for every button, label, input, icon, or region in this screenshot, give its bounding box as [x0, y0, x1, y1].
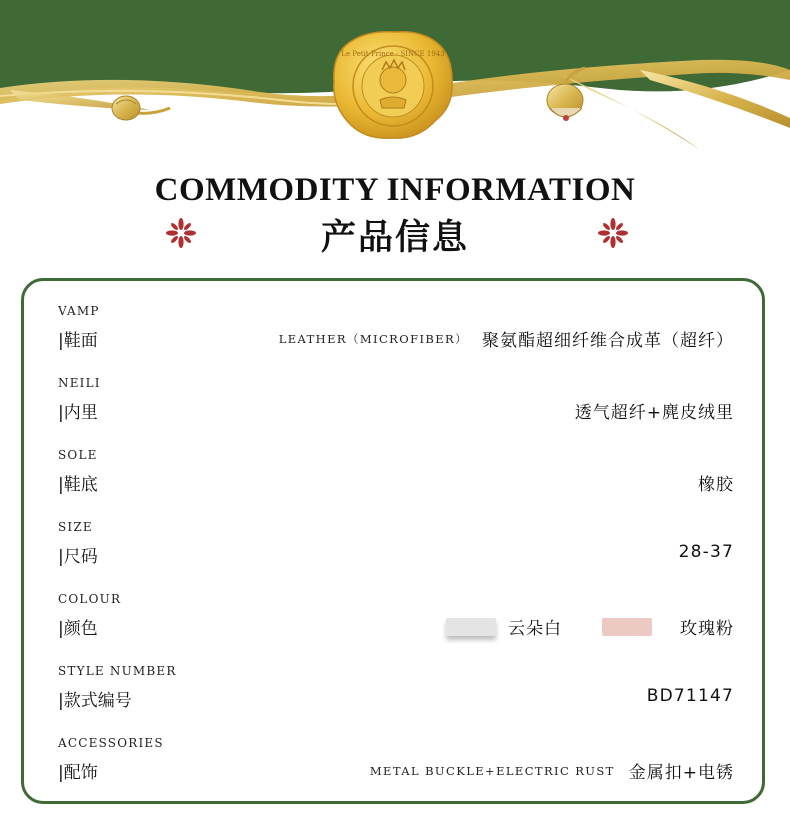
spec-value — [647, 686, 734, 706]
wax-seal-logo — [334, 32, 452, 138]
spec-value-cn: 金属扣+电锈 — [628, 763, 734, 783]
spec-row-size — [58, 520, 734, 580]
spec-value — [679, 542, 734, 562]
spec-value — [575, 398, 734, 423]
spec-label-cn: |鞋底 — [58, 475, 98, 495]
spec-label-cn: |鞋面 — [58, 331, 98, 351]
spec-row-colour — [58, 592, 734, 652]
spec-row-style-number — [58, 664, 734, 724]
spec-label-cn: |尺码 — [58, 547, 98, 567]
spec-value — [446, 614, 734, 639]
title-chinese: 产品信息 — [320, 217, 469, 258]
spec-label-en: NEILI — [58, 376, 101, 390]
spec-row-accessories — [58, 736, 734, 796]
spec-value-size: 28-37 — [678, 542, 734, 562]
spec-card — [21, 278, 765, 804]
color-name-white: 云朵白 — [508, 619, 562, 639]
gold-bud-icon — [112, 96, 170, 120]
spec-label-en: ACCESSORIES — [58, 736, 164, 750]
spec-label-cn: |配饰 — [58, 763, 98, 783]
flower-left-icon — [166, 218, 196, 248]
spec-label-cn: |款式编号 — [58, 691, 132, 711]
spec-value — [370, 758, 734, 783]
spec-label-en: VAMP — [58, 304, 100, 318]
spec-label-en: STYLE NUMBER — [58, 664, 177, 678]
spec-value-cn: 橡胶 — [698, 475, 734, 495]
banner-illustration — [0, 0, 790, 160]
spec-label-en: SIZE — [58, 520, 93, 534]
spec-label-en: SOLE — [58, 448, 98, 462]
header-banner — [0, 0, 790, 160]
svg-text:Le Petit Prince · SINCE 1943: Le Petit Prince · SINCE 1943 — [341, 50, 445, 58]
spec-value-cn: 透气超纤+麂皮绒里 — [574, 403, 734, 423]
title-english: COMMODITY INFORMATION — [154, 172, 636, 208]
spec-value-en: LEATHER（MICROFIBER） — [278, 331, 468, 346]
spec-value — [698, 470, 734, 495]
spec-row-vamp — [58, 304, 734, 364]
spec-label-en: COLOUR — [58, 592, 122, 606]
spec-label-cn: |颜色 — [58, 619, 98, 639]
spec-label-cn: |内里 — [58, 403, 98, 423]
spec-row-sole — [58, 448, 734, 508]
color-name-pink: 玫瑰粉 — [680, 619, 734, 639]
spec-value-cn: 聚氨酯超细纤维合成革（超纤） — [482, 331, 734, 351]
flower-right-icon — [598, 218, 628, 248]
spec-value-style: BD71147 — [646, 686, 734, 706]
color-swatch-pink — [602, 618, 652, 636]
spec-value — [279, 326, 734, 351]
spec-value-en: METAL BUCKLE+ELECTRIC RUST — [369, 763, 615, 778]
spec-row-lining — [58, 376, 734, 436]
color-swatch-white — [446, 618, 496, 636]
